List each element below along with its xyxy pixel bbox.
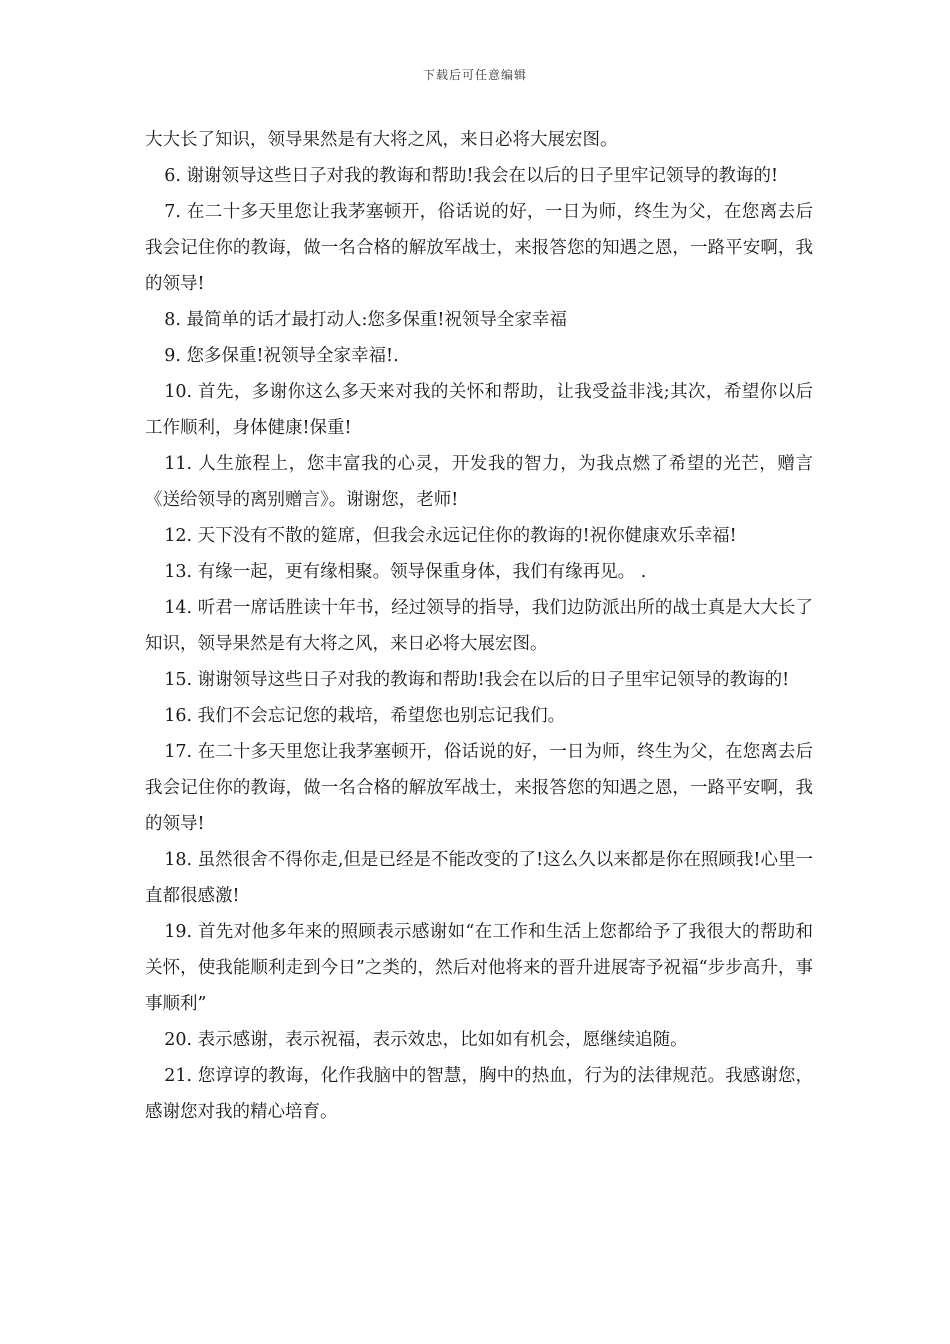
list-item-6: 6. 谢谢领导这些日子对我的教诲和帮助!我会在以后的日子里牢记领导的教诲的! bbox=[164, 166, 779, 186]
paragraph-continuation: 大大长了知识，领导果然是有大将之风，来日必将大展宏图。 bbox=[145, 130, 618, 150]
document-body bbox=[145, 122, 813, 1130]
list-item-8: 8. 最简单的话才最打动人:您多保重!祝领导全家幸福 bbox=[164, 310, 567, 330]
list-item-21: 21. 您谆谆的教诲，化作我脑中的智慧，胸中的热血，行为的法律规范。我感谢您，感谢您对我的精心培育。 bbox=[145, 1066, 813, 1122]
list-item-13: 13. 有缘一起，更有缘相聚。领导保重身体，我们有缘再见。 . bbox=[164, 562, 647, 582]
list-item-17: 17. 在二十多天里您让我茅塞顿开，俗话说的好，一日为师，终生为父，在您离去后我会记住你的教诲，做一名合格的解放军战士，来报答您的知遇之恩，一路平安啊，我的领导! bbox=[145, 742, 813, 834]
list-item-9: 9. 您多保重!祝领导全家幸福!. bbox=[164, 346, 399, 366]
list-item-7: 7. 在二十多天里您让我茅塞顿开，俗话说的好，一日为师，终生为父，在您离去后我会记住你的教诲，做一名合格的解放军战士，来报答您的知遇之恩，一路平安啊，我的领导! bbox=[145, 202, 813, 294]
list-item-19: 19. 首先对他多年来的照顾表示感谢如“在工作和生活上您都给予了我很大的帮助和关怀，使我能顺利走到今日”之类的，然后对他将来的晋升进展寄予祝福“步步高升，事事顺利” bbox=[145, 922, 813, 1014]
page-header: 下载后可任意编辑 bbox=[422, 68, 527, 82]
list-item-11: 11. 人生旅程上，您丰富我的心灵，开发我的智力，为我点燃了希望的光芒，赠言《送给领导的离别赠言》。谢谢您，老师! bbox=[145, 454, 813, 510]
list-item-15: 15. 谢谢领导这些日子对我的教诲和帮助!我会在以后的日子里牢记领导的教诲的! bbox=[164, 670, 790, 690]
list-item-18: 18. 虽然很舍不得你走,但是已经是不能改变的了!这么久以来都是你在照顾我!心里一直都很感激! bbox=[145, 850, 813, 906]
list-item-20: 20. 表示感谢，表示祝福，表示效忠，比如如有机会，愿继续追随。 bbox=[164, 1030, 688, 1050]
list-item-10: 10. 首先，多谢你这么多天来对我的关怀和帮助，让我受益非浅;其次，希望你以后工作顺利，身体健康!保重! bbox=[145, 382, 813, 438]
list-item-14: 14. 听君一席话胜读十年书，经过领导的指导，我们边防派出所的战士真是大大长了知识，领导果然是有大将之风，来日必将大展宏图。 bbox=[145, 598, 813, 654]
list-item-12: 12. 天下没有不散的筵席，但我会永远记住你的教诲的!祝你健康欢乐幸福! bbox=[164, 526, 737, 546]
list-item-16: 16. 我们不会忘记您的栽培，希望您也别忘记我们。 bbox=[164, 706, 566, 726]
